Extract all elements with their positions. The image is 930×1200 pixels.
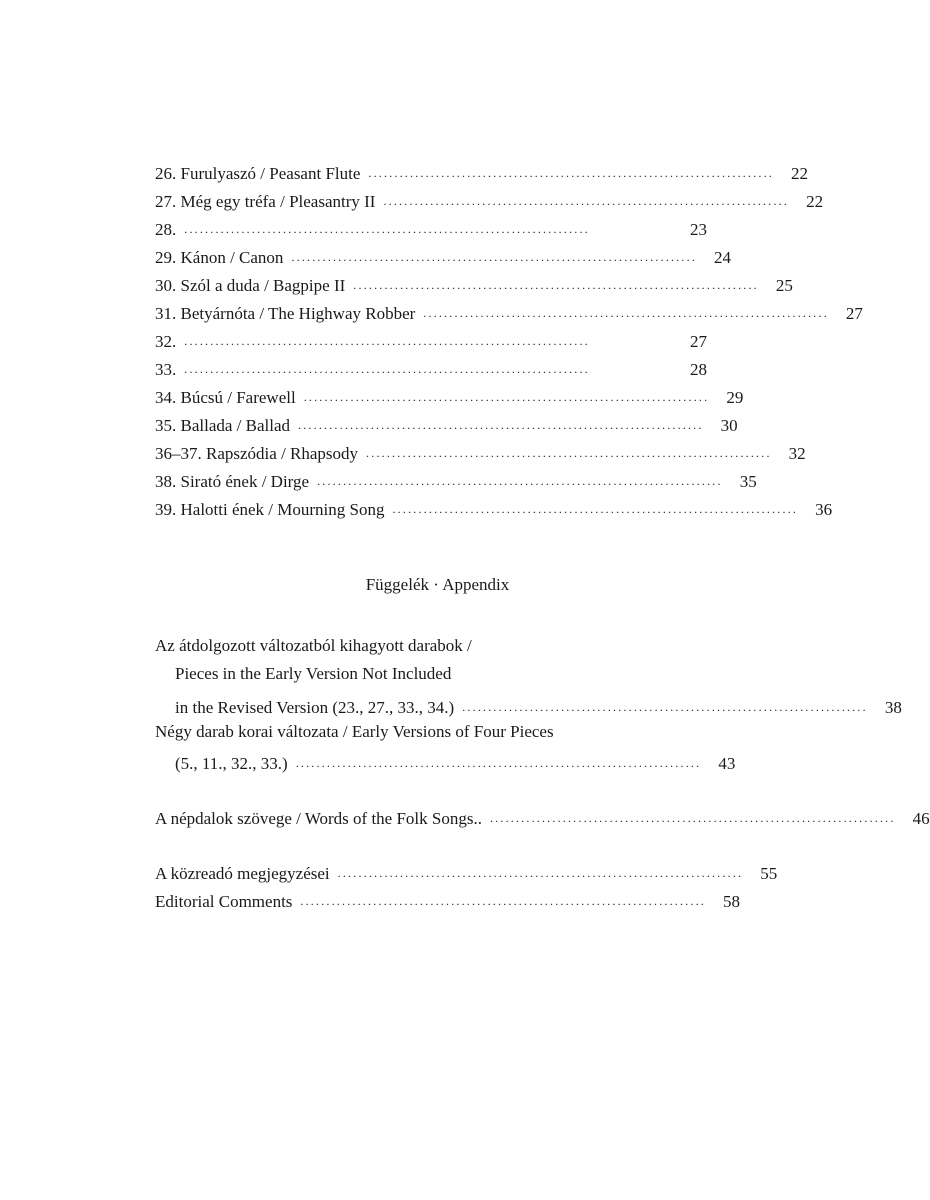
dot-leader: ..............................................................................: [366, 446, 772, 460]
toc-entry-label: 39. Halotti ének / Mourning Song: [155, 500, 385, 519]
toc-entry-label: 26. Furulyaszó / Peasant Flute: [155, 164, 361, 183]
toc-entry-30: [155, 272, 793, 296]
toc-entry-label: 32.: [155, 332, 177, 351]
toc-entry-27: [155, 188, 824, 212]
dot-leader: ..............................................................................: [298, 418, 704, 432]
dot-leader: ..............................................................................: [337, 866, 744, 880]
toc-entry-32: [155, 328, 707, 352]
toc-entry-28: [155, 216, 707, 240]
toc-entry-label: 38. Sirató ének / Dirge: [155, 472, 310, 491]
dot-leader: ..............................................................................: [184, 362, 590, 376]
dot-leader: ..............................................................................: [303, 390, 710, 404]
toc-entry-34: [155, 384, 744, 408]
dot-leader: ..............................................................................: [184, 222, 590, 236]
toc-entry-label: A közreadó megjegyzései: [155, 864, 330, 883]
toc-entry-page: 23: [690, 220, 707, 239]
toc-entry-label: 35. Ballada / Ballad: [155, 416, 291, 435]
toc-entry-33: [155, 356, 707, 380]
dot-leader: ..............................................................................: [383, 194, 790, 208]
toc-entry-label: Editorial Comments: [155, 892, 293, 911]
toc-entry-page: 58: [723, 892, 741, 911]
toc-entry-label: 29. Kánon / Canon: [155, 248, 284, 267]
toc-entry-label: 36–37. Rapszódia / Rhapsody: [155, 444, 359, 463]
toc-entry-page: 22: [791, 164, 809, 183]
toc-entry-page: 32: [788, 444, 806, 463]
toc-entry-label: 27. Még egy tréfa / Pleasantry II: [155, 192, 376, 211]
toc-entry-39: [155, 496, 833, 520]
toc-entry-page: 27: [845, 304, 863, 323]
toc-entry-31: [155, 300, 863, 324]
toc-entry-26: [155, 160, 809, 184]
toc-entry-label: in the Revised Version (23., 27., 33., 34.): [175, 698, 455, 717]
toc-entry-page: 30: [720, 416, 738, 435]
toc-entry-page: 22: [806, 192, 824, 211]
toc-entry-label: 31. Betyárnóta / The Highway Robber: [155, 304, 416, 323]
appendix-entry-1-line-1: Az átdolgozott változatból kihagyott darabok /: [155, 636, 472, 655]
dot-leader: ..............................................................................: [423, 306, 829, 320]
toc-entry-label: A népdalok szövege / Words of the Folk Songs..: [155, 809, 482, 828]
appendix-entry-1-line-2: Pieces in the Early Version Not Included: [175, 664, 452, 683]
toc-entry-page: 25: [775, 276, 793, 295]
toc-entry-page: 24: [714, 248, 732, 267]
toc-entry-page: 28: [690, 360, 707, 379]
dot-leader: ..............................................................................: [291, 250, 698, 264]
toc-entry-page: 27: [690, 332, 707, 351]
toc-entry-label: (5., 11., 32., 33.): [175, 754, 288, 773]
dot-leader: ..............................................................................: [295, 756, 702, 770]
toc-entry-label: 33.: [155, 360, 177, 379]
toc-entry-label: 34. Búcsú / Farewell: [155, 388, 296, 407]
dot-leader: ..............................................................................: [462, 700, 868, 714]
dot-leader: ..............................................................................: [392, 502, 799, 516]
dot-leader: ..............................................................................: [489, 811, 896, 825]
toc-entry-36-37: [155, 440, 806, 464]
toc-entry-label: 28.: [155, 220, 177, 239]
toc-entry-29: [155, 244, 732, 268]
dot-leader: ..............................................................................: [368, 166, 775, 180]
dot-leader: ..............................................................................: [300, 894, 707, 908]
toc-entry-page: 36: [815, 500, 833, 519]
toc-entry-35: [155, 412, 738, 436]
appendix-entry-2-line-1: Négy darab korai változata / Early Versions of Four Pieces: [155, 722, 554, 741]
toc-entry-page: 35: [739, 472, 757, 491]
toc-entry-label: 30. Szól a duda / Bagpipe II: [155, 276, 346, 295]
dot-leader: ..............................................................................: [317, 474, 723, 488]
appendix-entry-1-line-3: [175, 694, 902, 718]
dot-leader: ..............................................................................: [184, 334, 590, 348]
appendix-title: Függelék · Appendix: [365, 575, 510, 594]
toc-entry-38: [155, 468, 757, 492]
dot-leader: ..............................................................................: [353, 278, 759, 292]
toc-entry-page: 55: [760, 864, 778, 883]
toc-entry-page: 46: [912, 809, 930, 828]
appendix-entry-3: [155, 805, 930, 829]
appendix-entry-4: [155, 860, 778, 884]
appendix-entry-5: [155, 888, 741, 912]
toc-entry-page: 29: [726, 388, 744, 407]
toc-entry-page: 38: [884, 698, 902, 717]
appendix-entry-2-line-2: [175, 750, 736, 774]
toc-entry-page: 43: [718, 754, 736, 773]
